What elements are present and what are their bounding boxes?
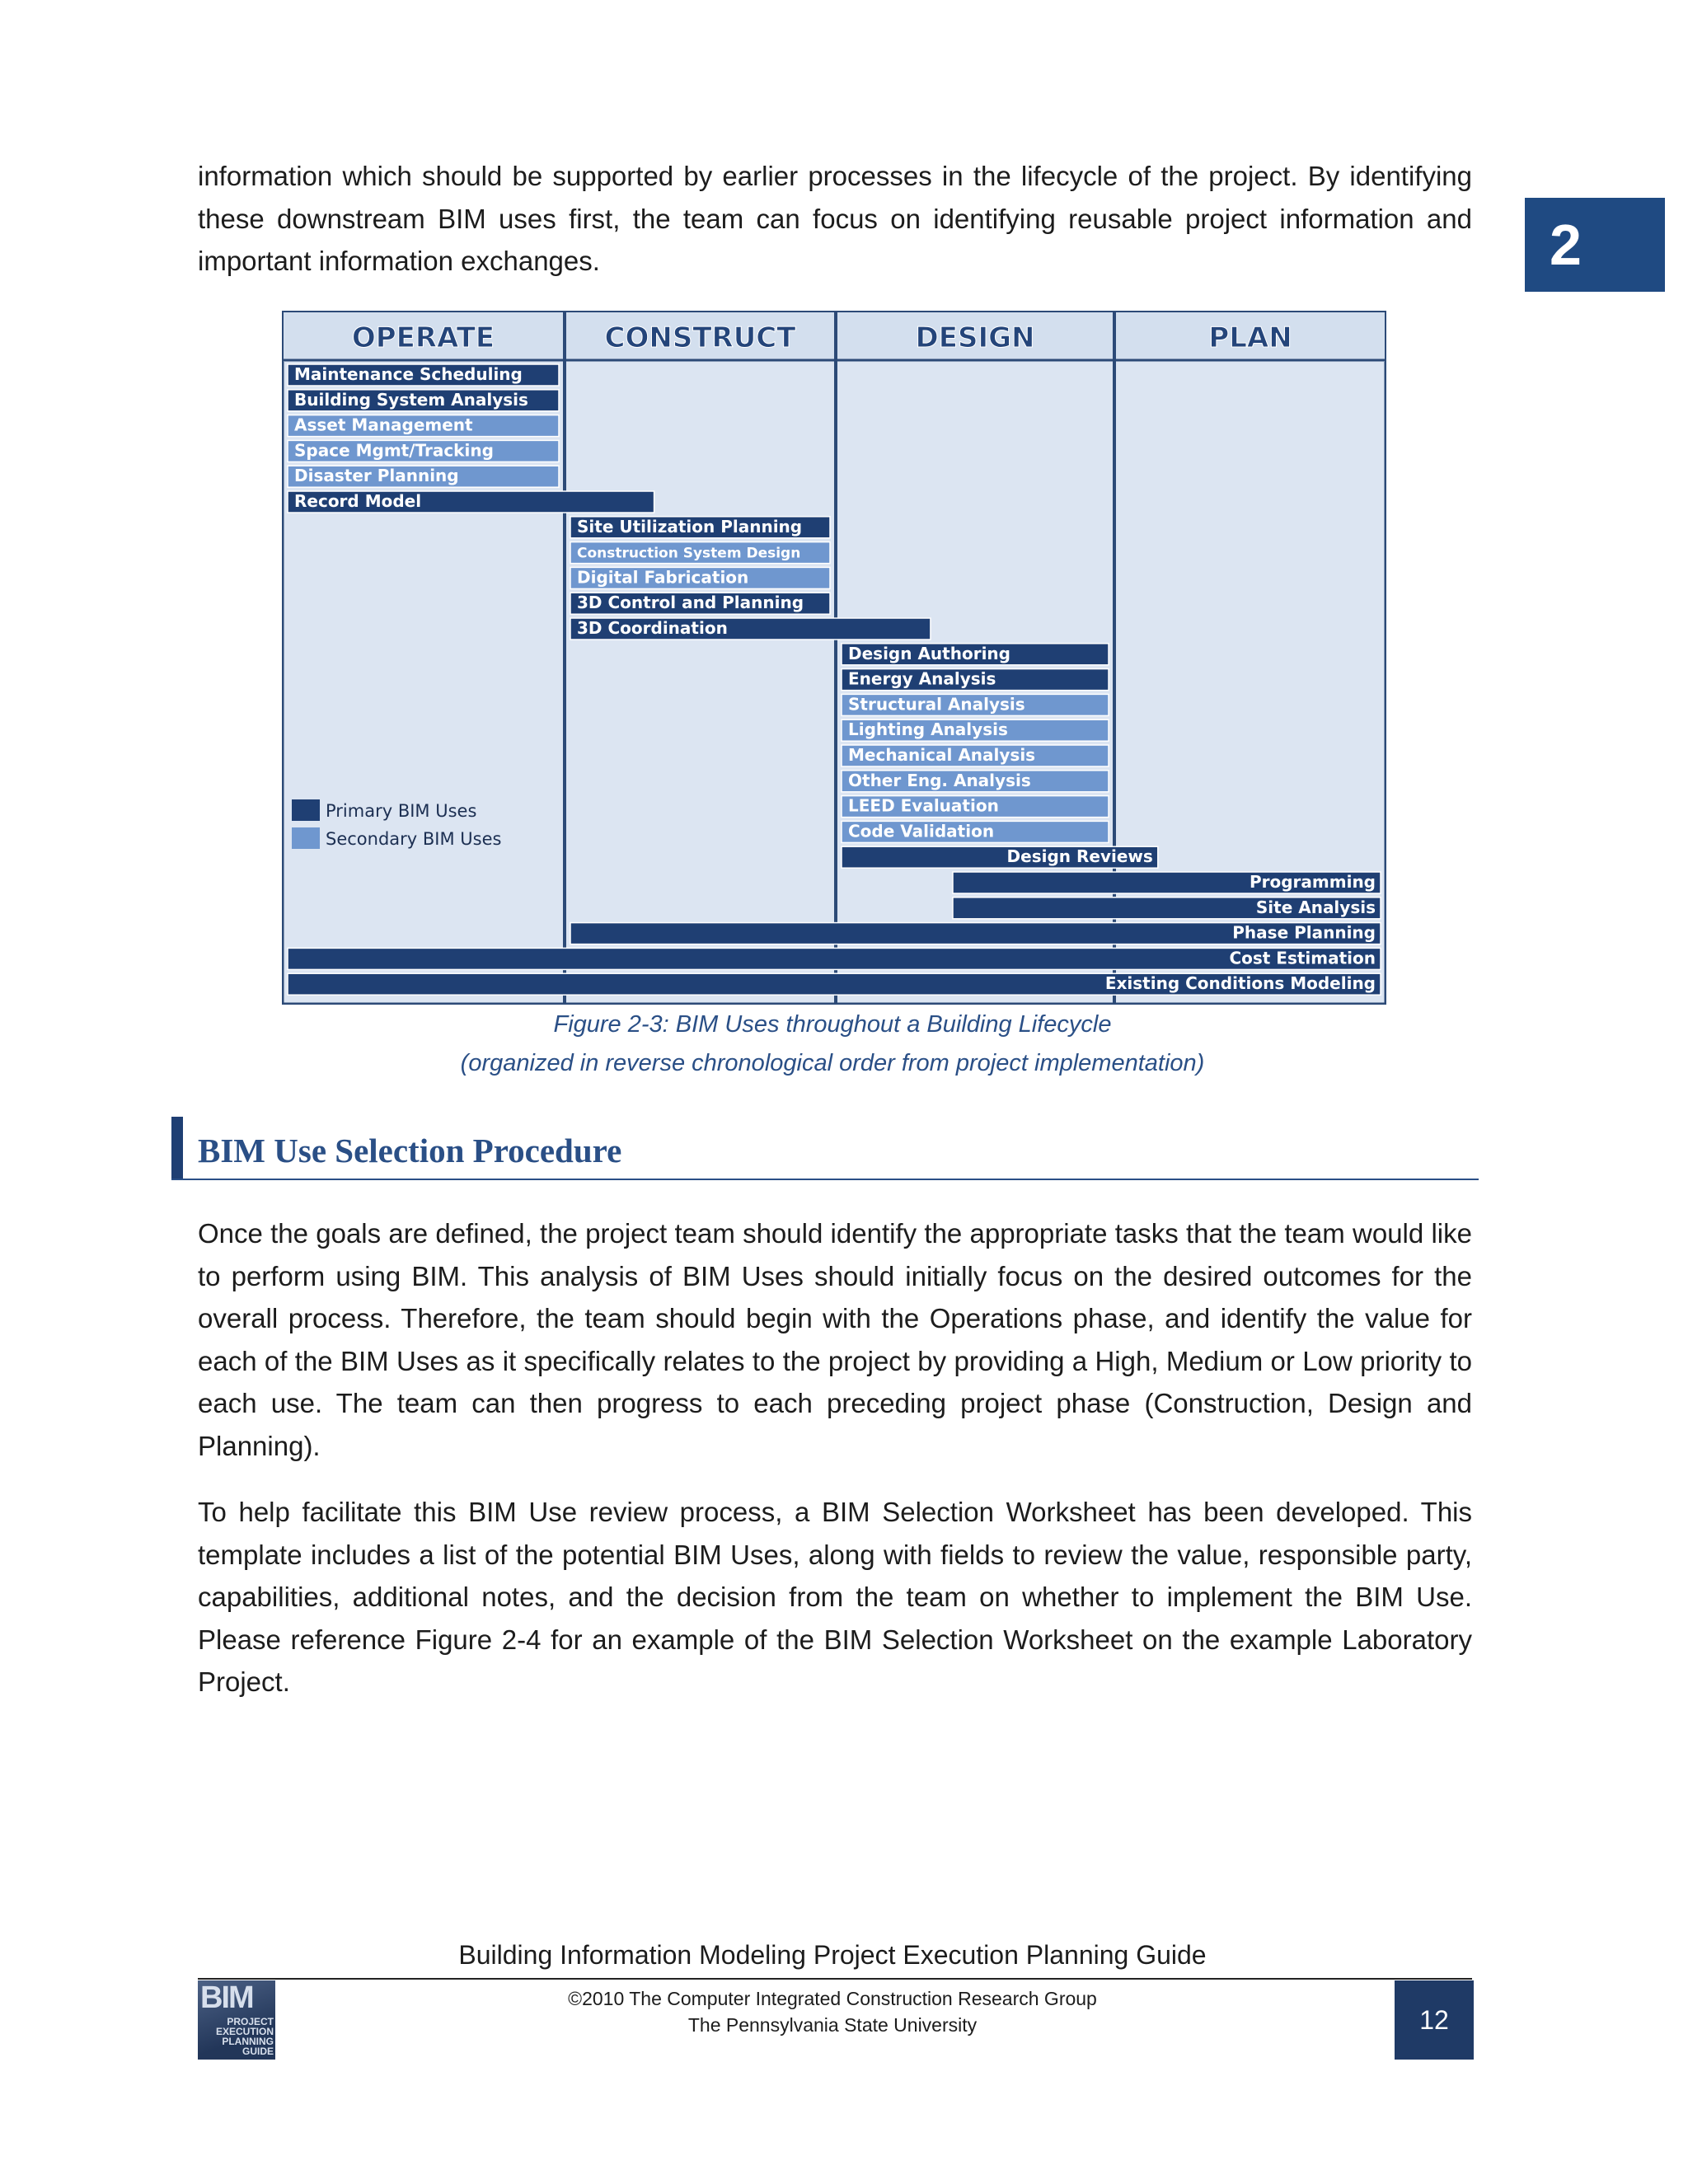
bim-use-label: Space Mgmt/Tracking: [294, 440, 494, 461]
legend-secondary-swatch: [292, 827, 320, 849]
legend-primary-swatch: [292, 799, 320, 821]
logo-line: GUIDE: [241, 2046, 274, 2057]
footer-university: The Pennsylvania State University: [687, 2014, 978, 2036]
phase-header-operate: OPERATE: [351, 321, 495, 354]
section-paragraph-1: Once the goals are defined, the project team should identify the appropriate tasks that the team would like to perform using BIM. This analysis of BIM Uses should initially focus on the desired outcomes for the overall process. Therefore, the team should begin with the Operations phase, and identify the value for each of the BIM Uses as it specifically relates to the project by providing a High, Medium or Low priority to each use. The team can then progress to each preceding project phase (Construction, Design and Planning).: [198, 1218, 1472, 1461]
chapter-tab: 2: [1525, 198, 1665, 292]
legend-primary-label: Primary BIM Uses: [326, 801, 477, 821]
bim-use-label: Digital Fabrication: [577, 567, 749, 588]
figure-caption-line2: (organized in reverse chronological order from project implementation): [460, 1050, 1205, 1076]
logo-line: EXECUTION: [216, 2026, 274, 2037]
bim-use-label: Disaster Planning: [294, 466, 459, 486]
section-divider: [171, 1179, 1479, 1180]
footer-divider: [198, 1978, 1472, 1980]
logo-line: PROJECT: [227, 2016, 274, 2027]
logo-line: PLANNING: [222, 2036, 274, 2047]
bim-use-label: Cost Estimation: [1229, 948, 1376, 968]
phase-header-construct: CONSTRUCT: [604, 321, 796, 354]
bim-use-label: Design Authoring: [848, 643, 1010, 663]
phase-header-plan: PLAN: [1208, 321, 1292, 354]
bim-use-label: Programming: [1249, 872, 1376, 892]
legend-secondary-label: Secondary BIM Uses: [326, 829, 502, 849]
bim-uses-lifecycle-diagram: [282, 311, 1386, 1005]
logo-main-text: BIM: [200, 1980, 253, 2015]
bim-use-label: Lighting Analysis: [848, 719, 1008, 740]
section-accent-bar: [171, 1117, 183, 1179]
figure-caption-line1: Figure 2-3: BIM Uses throughout a Building Lifecycle: [553, 1011, 1112, 1038]
bim-use-label: Other Eng. Analysis: [848, 770, 1031, 790]
bim-use-label: Phase Planning: [1232, 922, 1376, 943]
bim-use-label: 3D Control and Planning: [577, 593, 804, 613]
bim-use-label: Record Model: [294, 491, 422, 511]
footer-title: Building Information Modeling Project Execution Planning Guide: [458, 1940, 1207, 1970]
bim-use-label: Maintenance Scheduling: [294, 364, 523, 384]
bim-use-label: Site Analysis: [1255, 897, 1376, 917]
bim-use-label: Site Utilization Planning: [577, 516, 803, 537]
bim-use-label: Energy Analysis: [848, 668, 996, 689]
bim-use-label: Building System Analysis: [294, 389, 528, 410]
bim-use-label: Mechanical Analysis: [848, 745, 1036, 765]
bim-use-label: 3D Coordination: [577, 618, 728, 638]
section-title: BIM Use Selection Procedure: [198, 1132, 622, 1169]
bim-use-label: Asset Management: [294, 415, 473, 435]
section-paragraph-2: To help facilitate this BIM Use review process, a BIM Selection Worksheet has been developed. This template includes a list of the potential BIM Uses, along with fields to review the value, responsible party, capabilities, additional notes, and the decision from the team on whether to implement the BIM Use. Please reference Figure 2-4 for an example of the BIM Selection Worksheet on the example Laboratory Project.: [198, 1497, 1472, 1697]
bim-use-label: Construction System Design: [577, 545, 801, 562]
bim-use-label: LEED Evaluation: [848, 795, 999, 816]
bim-use-label: Structural Analysis: [848, 694, 1025, 715]
page-number: 12: [1395, 1980, 1474, 2060]
bim-use-bar: [288, 948, 1381, 969]
intro-paragraph: information which should be supported by earlier processes in the lifecycle of the project. By identifying these downstream BIM uses first, the team can focus on identifying reusable project information and important information exchanges.: [198, 161, 1472, 276]
bim-use-label: Design Reviews: [1006, 846, 1153, 867]
bim-use-label: Existing Conditions Modeling: [1104, 973, 1376, 994]
phase-header-design: DESIGN: [915, 321, 1035, 354]
footer-copyright: ©2010 The Computer Integrated Construction Research Group: [568, 1988, 1097, 2009]
bim-use-label: Code Validation: [848, 821, 995, 841]
